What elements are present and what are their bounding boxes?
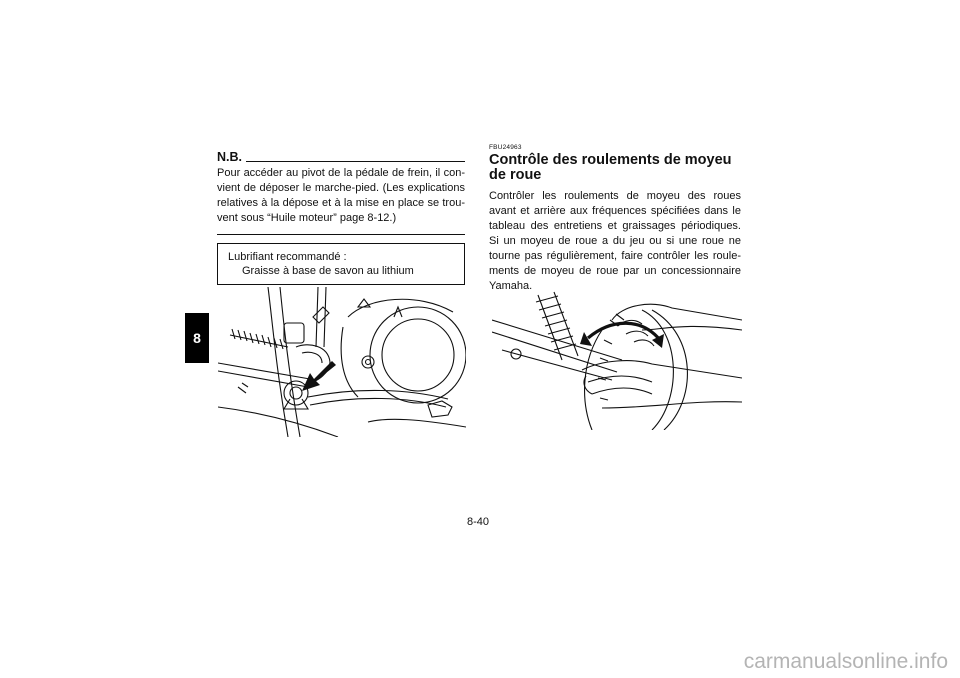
watermark: carmanualsonline.info [743,650,948,673]
nb-header [217,150,465,164]
chapter-tab: 8 [185,313,209,363]
section-body: Contrôler les roulements de moyeu des roues avant et arrière aux fréquences spécifiées dans le tableau des entretiens et graissages périodiques. Si un moyeu de roue a du jeu ou si une roue ne tourne pas régulièrement, faire contrôler les roule-ments de moyeu de roue par un concessionnaire Yamaha. [489,190,741,292]
nb-header-rule [246,161,465,162]
section-code: FBU24963 [489,144,522,151]
lubricant-label: Lubrifiant recommandé : [228,251,347,263]
wheel-hub-check-illustration [492,290,742,430]
page-number: 8-40 [467,516,490,528]
nb-text: Pour accéder au pivot de la pédale de frein, il con-vient de déposer le marche-pied. (Les explications relatives à la dépose et à la mise en place se trou-vent sous “Huile moteur” page 8-12.) [217,167,465,224]
lubricant-value: Graisse à base de savon au lithium [242,265,414,277]
nb-label: N.B. [217,150,242,164]
lubricant-box [217,243,465,285]
left-column [217,150,465,285]
section-heading: Contrôle des roulements de moyeu de roue [489,152,732,183]
nb-bottom-rule [217,234,465,235]
right-column [489,144,741,294]
brake-pedal-pivot-illustration [218,287,466,437]
